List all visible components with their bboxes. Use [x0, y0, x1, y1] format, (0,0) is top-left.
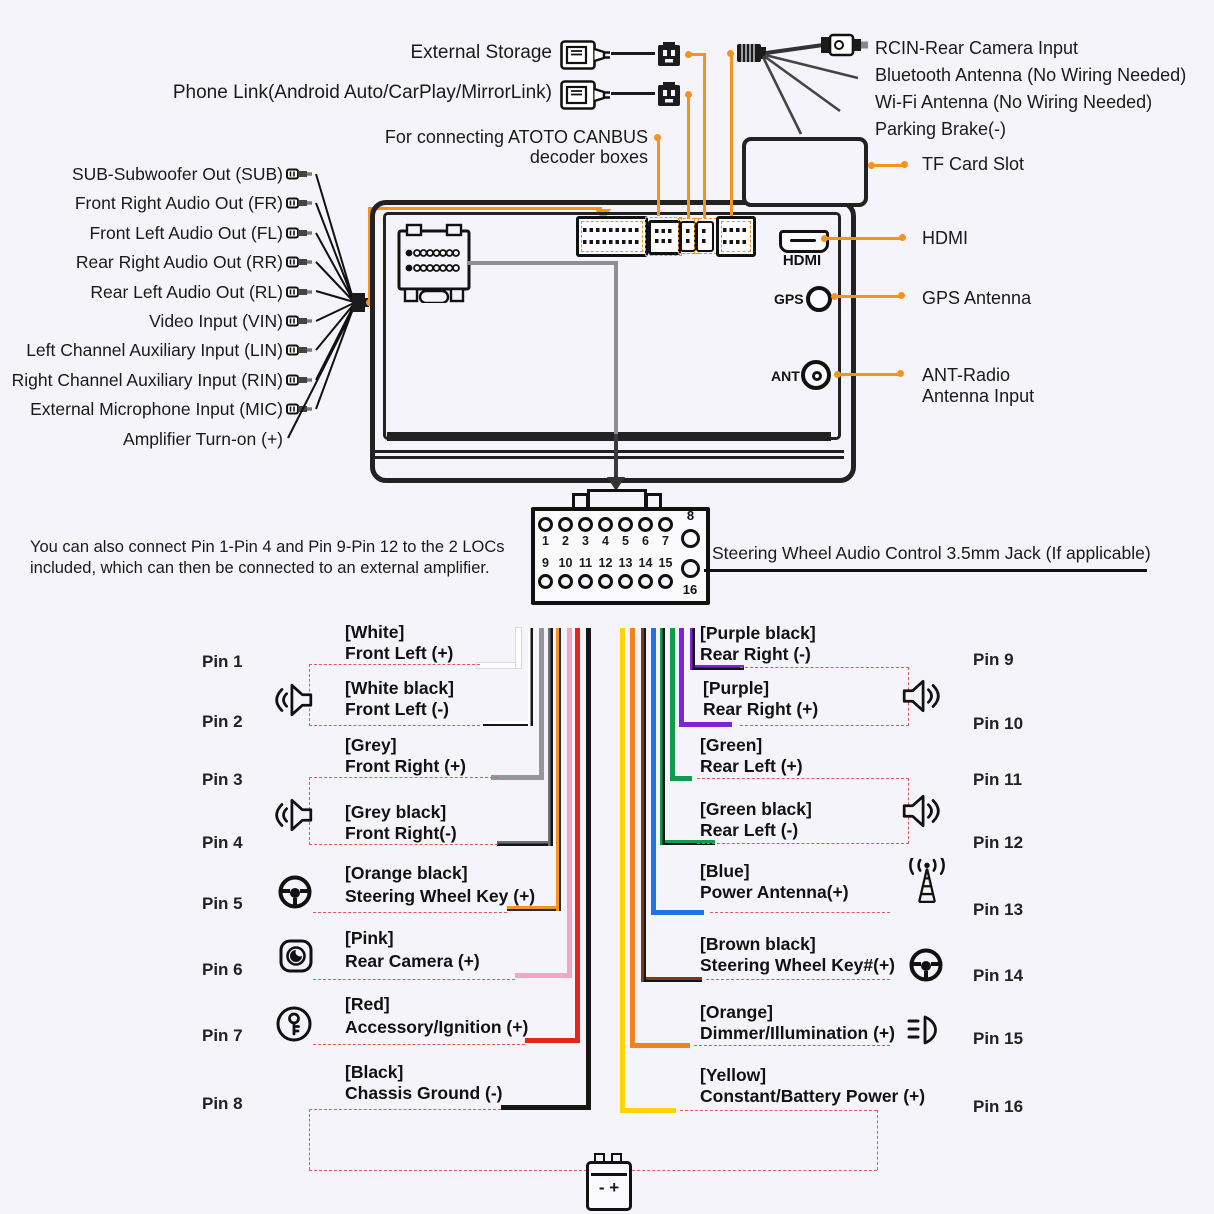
pin4-wire	[548, 628, 553, 846]
battery-icon	[586, 1161, 632, 1211]
headlight-icon	[906, 1012, 946, 1048]
port-label-vin: Video Input (VIN)	[149, 311, 283, 331]
pin11-color-label: [Green]	[700, 735, 763, 755]
wifi-antenna-label: Wi-Fi Antenna (No Wiring Needed)	[875, 92, 1153, 112]
pin9-color-label: [Purple black]	[700, 623, 816, 643]
pin10-function-label: Rear Right (+)	[703, 699, 819, 719]
pin2-color-label: [White black]	[345, 678, 454, 698]
pin13-wire	[651, 628, 656, 915]
rcin-label: RCIN-Rear Camera Input	[875, 38, 1079, 58]
pin8-color-label: [Black]	[345, 1062, 404, 1082]
pin7-wire	[525, 1038, 580, 1043]
ant-port-label: ANT	[771, 368, 800, 384]
pin8-socket	[681, 529, 700, 548]
pin13-dash	[710, 912, 890, 913]
steering-wheel-icon	[908, 947, 944, 983]
pin15-wire	[630, 628, 635, 1048]
harness-pins-row2	[538, 574, 673, 589]
pin8-wire	[586, 628, 591, 1110]
pin8-label: Pin 8	[202, 1094, 243, 1113]
connector-pins	[723, 227, 749, 246]
pin14-dash	[706, 979, 890, 980]
pin12-label: Pin 12	[973, 833, 1024, 852]
pin5-wire	[507, 906, 561, 911]
pin3-wire	[539, 628, 544, 780]
pin7-dash	[313, 1044, 525, 1045]
pin1-wire	[477, 663, 521, 668]
port-label-mic: External Microphone Input (MIC)	[30, 399, 283, 419]
route-dot	[897, 370, 904, 377]
phone-link-label: Phone Link(Android Auto/CarPlay/MirrorLink)	[172, 82, 552, 103]
pin13-label: Pin 13	[973, 900, 1024, 919]
pin13-wire	[653, 910, 704, 915]
pin8-wire	[501, 1105, 591, 1110]
pin9-wire	[692, 665, 744, 670]
speaker-pair-box-front-left	[309, 664, 480, 726]
hdmi-port	[779, 230, 829, 253]
pin15-label: Pin 15	[973, 1029, 1024, 1048]
pin16-number: 16	[682, 582, 698, 597]
gps-port-label: GPS	[774, 291, 804, 307]
pin5-wire	[556, 628, 561, 911]
battery-dash-path	[309, 1109, 310, 1170]
pin14-function-label: Steering Wheel Key#(+)	[700, 955, 895, 975]
iso-connector-icon	[397, 223, 471, 303]
pin12-wire	[660, 628, 665, 845]
pin7-wire	[575, 628, 580, 1043]
pin6-wire	[515, 973, 572, 978]
usb-cable-line	[611, 92, 655, 95]
head-unit-trim-line	[374, 456, 844, 459]
pin10-color-label: [Purple]	[703, 678, 770, 698]
pin13-function-label: Power Antenna(+)	[700, 882, 849, 902]
pin14-color-label: [Brown black]	[700, 934, 816, 954]
usb-port-icon	[560, 40, 612, 70]
loc-note-line1: You can also connect Pin 1-Pin 4 and Pin 9-Pin 12 to the 2 LOCs	[30, 538, 505, 556]
pin2-wire	[483, 721, 533, 726]
canbus-note-line1: For connecting ATOTO CANBUS	[384, 127, 648, 147]
port-label-rr: Rear Right Audio Out (RR)	[75, 252, 283, 272]
pin4-function-label: Front Right(-)	[345, 823, 457, 843]
route-dot	[898, 292, 905, 299]
pin11-wire	[670, 628, 675, 781]
power-antenna-icon	[906, 858, 948, 904]
pin14-wire	[641, 628, 646, 982]
hdmi-port-label: HDMI	[782, 252, 822, 269]
ant-radio-label-line2: Antenna Input	[922, 386, 1035, 406]
route-line	[872, 164, 904, 167]
pin7-label: Pin 7	[202, 1026, 243, 1045]
pin9-function-label: Rear Right (-)	[700, 644, 811, 664]
pin5-color-label: [Orange black]	[345, 863, 468, 883]
pin16-function-label: Constant/Battery Power (+)	[700, 1086, 926, 1106]
usb-cable-line	[611, 52, 655, 55]
speaker-icon	[900, 675, 942, 717]
harness-plug-icon	[352, 293, 365, 312]
connector-antenna-harness	[716, 216, 756, 257]
pin16-wire	[622, 1108, 676, 1113]
gps-port	[806, 286, 832, 312]
route-dot	[901, 161, 908, 168]
route-line-antenna-harness	[730, 54, 733, 216]
internal-route-line	[468, 261, 618, 265]
route-line	[826, 237, 902, 240]
pin2-wire	[528, 628, 533, 726]
connector-highlight	[645, 217, 682, 256]
pin15-wire	[632, 1043, 690, 1048]
bluetooth-antenna-label: Bluetooth Antenna (No Wiring Needed)	[875, 65, 1187, 85]
battery-dash-path	[877, 1110, 878, 1170]
external-storage-label: External Storage	[410, 42, 552, 63]
connector-highlight	[694, 218, 717, 254]
internal-route-line	[614, 261, 618, 434]
pin7-color-label: [Red]	[345, 994, 390, 1014]
route-line-external-storage	[703, 53, 706, 218]
pin3-label: Pin 3	[202, 770, 243, 789]
pin16-socket	[681, 559, 700, 578]
pin15-function-label: Dimmer/Illumination (+)	[700, 1023, 895, 1043]
pin16-wire	[620, 628, 625, 1113]
port-label-fl: Front Left Audio Out (FL)	[89, 223, 283, 243]
steering-wheel-icon	[277, 874, 313, 910]
pin2-function-label: Front Left (-)	[345, 699, 449, 719]
pin11-wire	[672, 776, 692, 781]
battery-dash-path	[627, 1170, 877, 1171]
pin4-color-label: [Grey black]	[345, 802, 447, 822]
pin14-wire	[643, 977, 702, 982]
pin3-wire	[491, 775, 544, 780]
pin2-label: Pin 2	[202, 712, 243, 731]
rca-cable-fan	[278, 160, 362, 452]
port-label-lin: Left Channel Auxiliary Input (LIN)	[26, 340, 283, 360]
speaker-icon	[273, 679, 315, 721]
route-line-canbus	[657, 138, 660, 216]
pin6-color-label: [Pink]	[345, 928, 394, 948]
ant-radio-label-line1: ANT-Radio	[922, 365, 1011, 385]
pin8-function-label: Chassis Ground (-)	[345, 1083, 503, 1103]
pin8-number: 8	[686, 508, 695, 523]
speaker-pair-box-rear-left	[697, 778, 909, 844]
port-label-rl: Rear Left Audio Out (RL)	[90, 282, 283, 302]
pin1-wire	[516, 628, 521, 668]
pin10-label: Pin 10	[973, 714, 1024, 733]
pin15-dash	[694, 1045, 890, 1046]
speaker-pair-box-front-right	[309, 777, 498, 845]
port-label-fr: Front Right Audio Out (FR)	[74, 193, 283, 213]
ant-port-center	[812, 371, 822, 381]
tf-card-slot	[742, 137, 868, 207]
pin1-label: Pin 1	[202, 652, 243, 671]
route-line-dark	[614, 434, 618, 478]
speaker-icon	[900, 790, 942, 832]
pin1-color-label: [White]	[345, 622, 405, 642]
canbus-note-line2: decoder boxes	[529, 147, 648, 167]
pin13-color-label: [Blue]	[700, 861, 750, 881]
parking-brake-label: Parking Brake(-)	[875, 119, 1007, 139]
pin10-wire	[681, 722, 732, 727]
route-line	[835, 295, 901, 298]
pin6-dash	[313, 979, 515, 980]
gps-antenna-label: GPS Antenna	[922, 288, 1032, 308]
route-line	[838, 373, 900, 376]
route-dot	[899, 234, 906, 241]
battery-dash-path	[309, 1170, 587, 1171]
speaker-pair-box-rear-right	[740, 667, 909, 726]
connector-pins	[583, 227, 641, 246]
pin16-label: Pin 16	[973, 1097, 1024, 1116]
pin16-color-label: [Yellow]	[700, 1065, 767, 1085]
port-label-amp: Amplifier Turn-on (+)	[123, 429, 283, 449]
battery-polarity-label: - +	[598, 1178, 620, 1197]
usb-port-icon	[560, 80, 612, 110]
port-label-sub: SUB-Subwoofer Out (SUB)	[71, 164, 283, 184]
pin14-label: Pin 14	[973, 966, 1024, 985]
pin1-function-label: Front Left (+)	[345, 643, 454, 663]
pin16-dash	[680, 1110, 877, 1111]
pin11-function-label: Rear Left (+)	[700, 756, 803, 776]
pin12-color-label: [Green black]	[700, 799, 812, 819]
pin4-label: Pin 4	[202, 833, 243, 852]
harness-pin-numbers-row2: 9 10 11 12 13 14 15	[542, 556, 673, 570]
swc-jack-line	[704, 569, 1147, 572]
pin9-label: Pin 9	[973, 650, 1014, 669]
pin5-dash	[313, 912, 507, 913]
port-label-rin: Right Channel Auxiliary Input (RIN)	[11, 370, 283, 390]
usb-plug-icon	[655, 81, 685, 109]
ignition-key-icon	[275, 1005, 313, 1043]
pin4-wire	[497, 841, 553, 846]
pin5-function-label: Steering Wheel Key (+)	[345, 886, 536, 906]
pin9-wire	[690, 628, 695, 670]
loc-note-line2: included, which can then be connected to an external amplifier.	[30, 559, 490, 577]
tf-card-label: TF Card Slot	[922, 154, 1025, 174]
pin7-function-label: Accessory/Ignition (+)	[345, 1017, 529, 1037]
hdmi-label: HDMI	[922, 228, 968, 248]
harness-pin-numbers-row1: 1 2 3 4 5 6 7	[542, 534, 669, 548]
usb-plug-icon	[655, 41, 685, 69]
antenna-harness-icon	[735, 30, 875, 142]
pin5-label: Pin 5	[202, 894, 243, 913]
pin12-function-label: Rear Left (-)	[700, 820, 799, 840]
pin15-color-label: [Orange]	[700, 1002, 773, 1022]
head-unit-vent-bar	[387, 432, 831, 441]
pin3-function-label: Front Right (+)	[345, 756, 467, 776]
pin6-function-label: Rear Camera (+)	[345, 951, 480, 971]
route-line-phone-link	[687, 95, 690, 218]
pin8-dash	[309, 1109, 501, 1110]
connector-20pin	[576, 216, 648, 257]
pin11-label: Pin 11	[973, 770, 1023, 789]
harness-pins-row1	[538, 517, 673, 532]
swc-jack-label: Steering Wheel Audio Control 3.5mm Jack (If applicable)	[712, 543, 1151, 563]
pin10-wire	[679, 628, 684, 727]
speaker-icon	[273, 794, 315, 836]
rear-camera-icon	[279, 939, 313, 973]
pin6-wire	[567, 628, 572, 978]
pin3-color-label: [Grey]	[345, 735, 397, 755]
pin6-label: Pin 6	[202, 960, 243, 979]
head-unit-trim-line	[374, 450, 844, 453]
